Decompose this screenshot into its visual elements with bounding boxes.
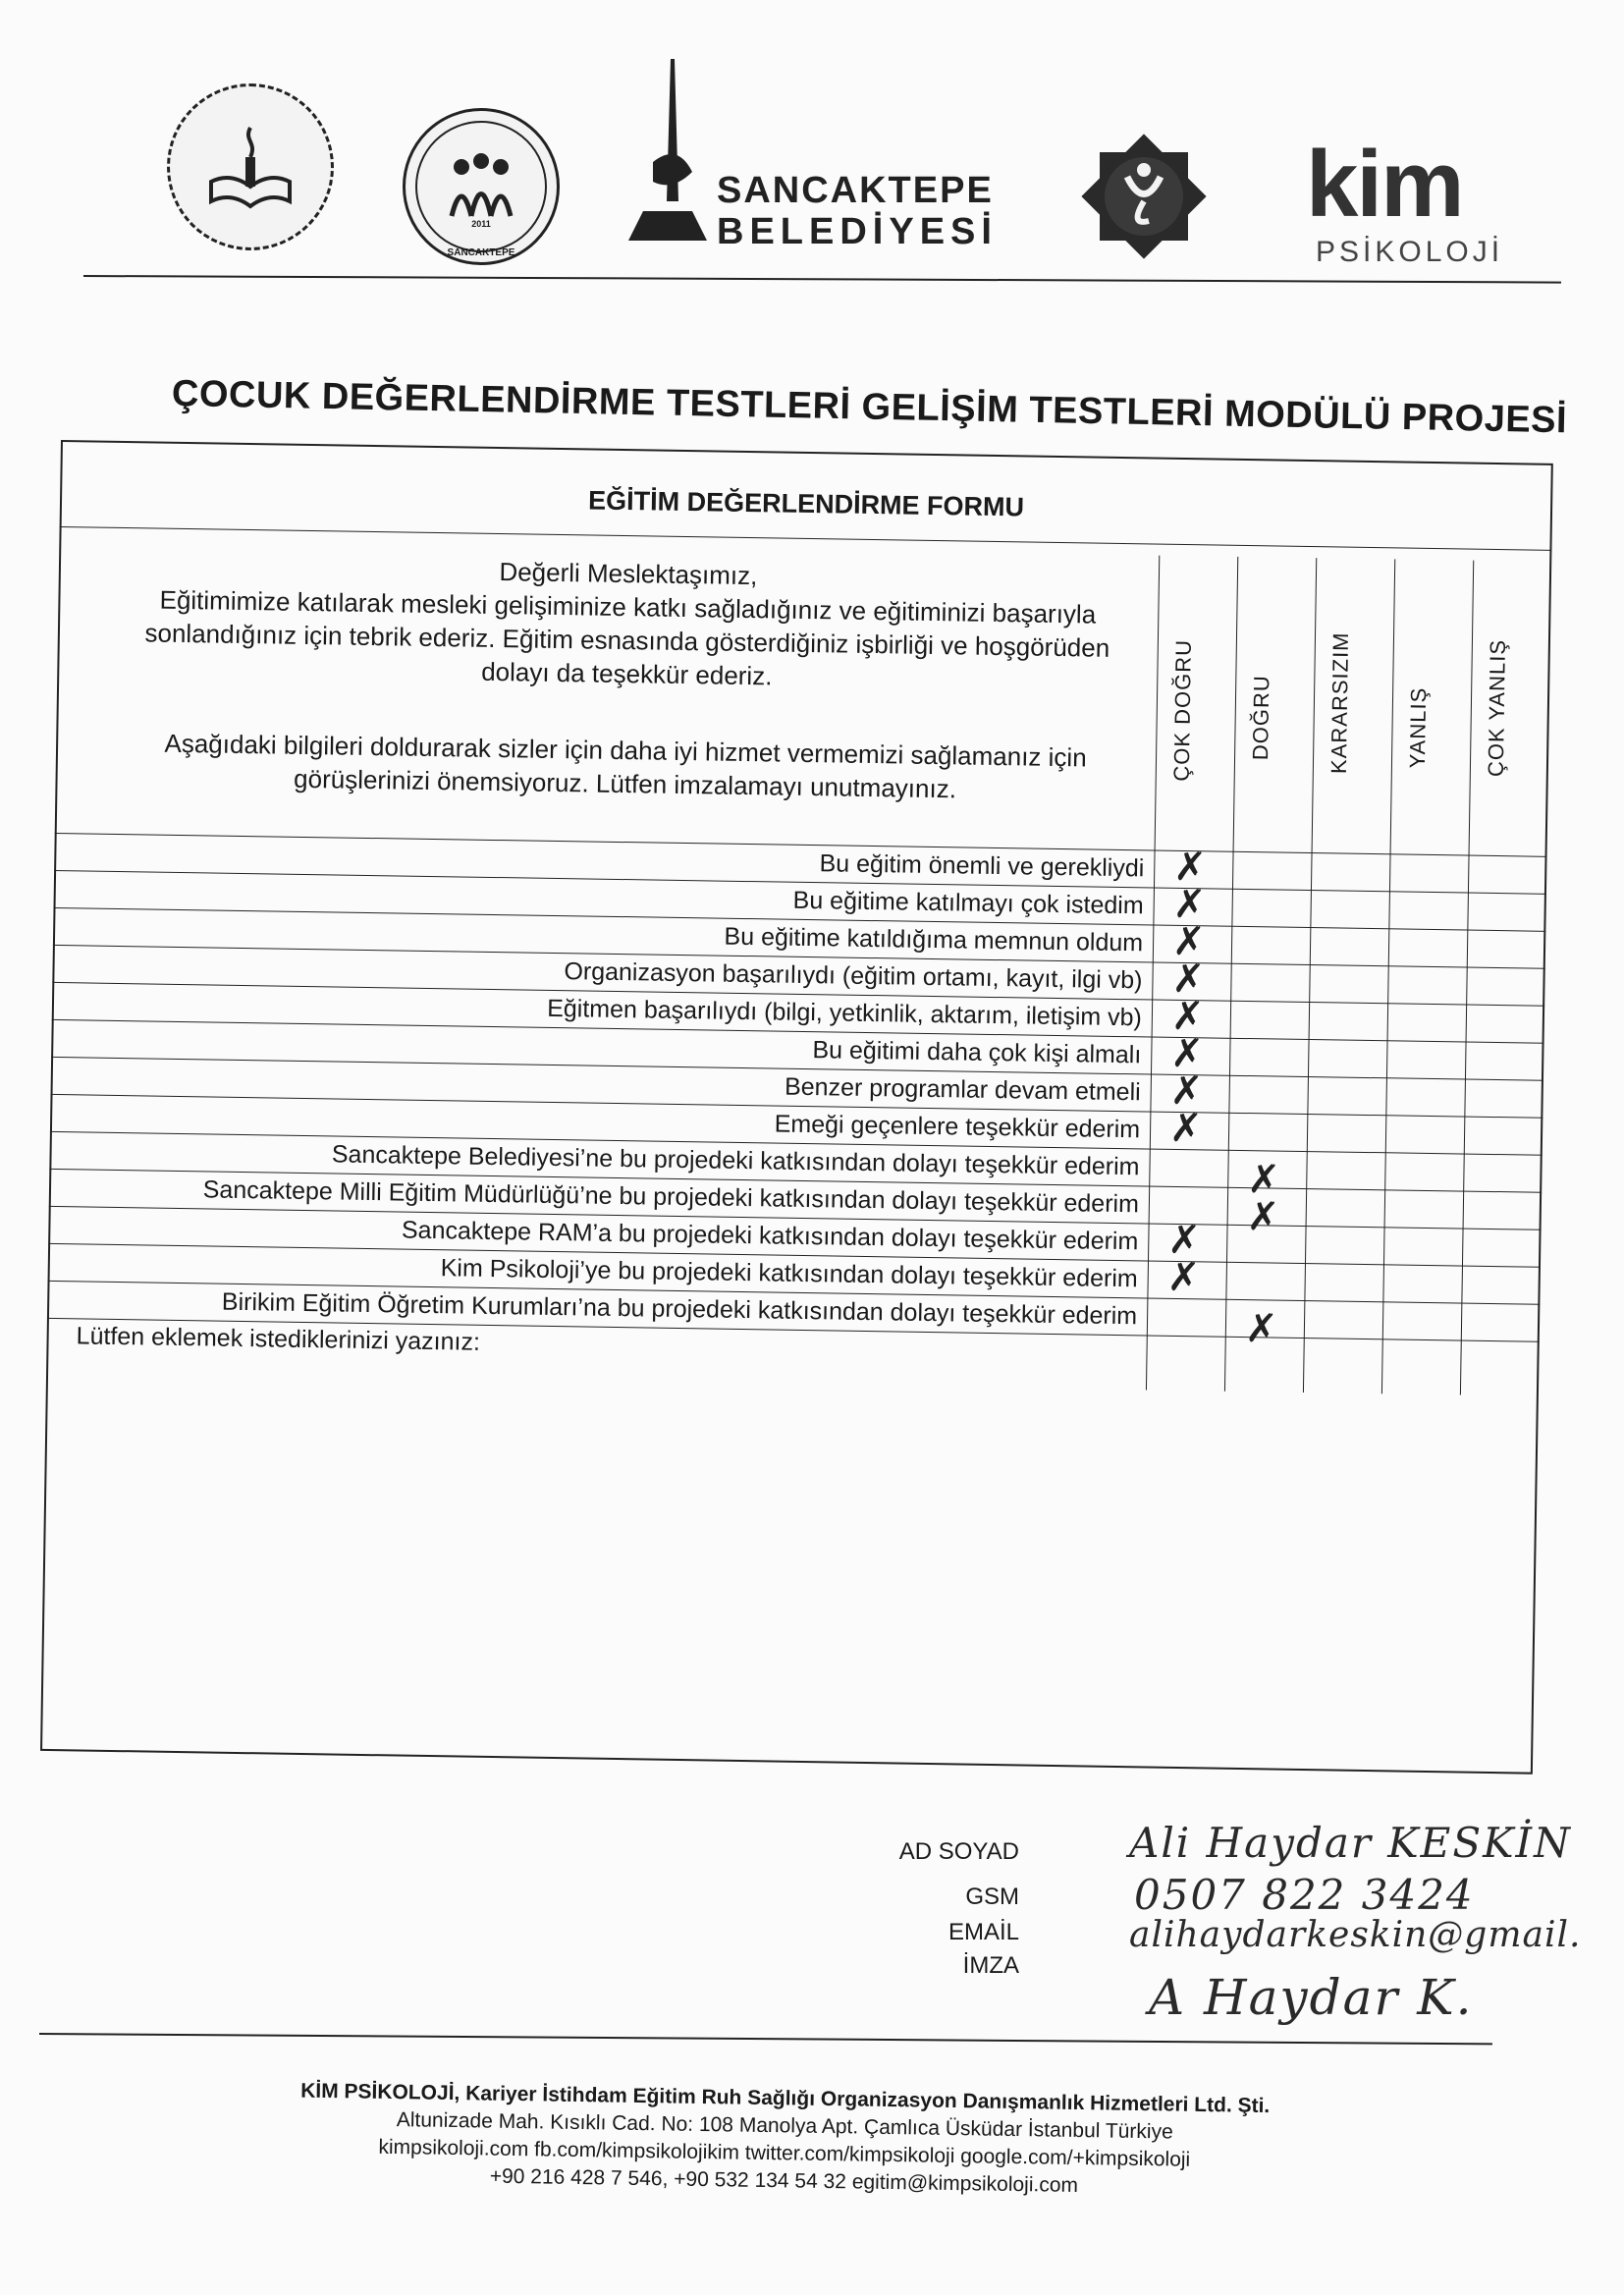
statement-text: Sancaktepe RAM’a bu projedeki katkısından dolayı teşekkür ederim <box>401 1216 1139 1256</box>
ram-logo <box>403 108 560 265</box>
footer-company: KİM PSİKOLOJİ, Kariyer İstihdam Eğitim Ruh Sağlığı Organizasyon Danışmanlık Hizmetleri Ltd. Şti. <box>299 2079 1271 2118</box>
intro-line: Değerli Meslektaşımız, <box>499 557 758 591</box>
comments-label: Lütfen eklemek istediklerinizi yazınız: <box>76 1322 481 1356</box>
statement-text: Bu eğitim önemli ve gerekliydi <box>819 849 1145 883</box>
name-value: Ali Haydar KESKİN <box>1129 1819 1572 1867</box>
name-label: AD SOYAD <box>898 1838 1019 1865</box>
footer-contact: +90 216 428 7 546, +90 532 134 54 32 egitim@kimpsikoloji.com <box>489 2164 1079 2198</box>
cross-mark-icon: ✗ <box>1172 881 1207 928</box>
cross-mark-icon: ✗ <box>1246 1157 1281 1203</box>
cross-mark-icon: ✗ <box>1169 1067 1204 1115</box>
statement-text: Benzer programlar devam etmeli <box>784 1072 1141 1107</box>
cross-mark-icon: ✗ <box>1172 844 1208 891</box>
cross-mark-icon: ✗ <box>1169 1030 1205 1077</box>
statements-table <box>46 833 1546 1396</box>
torch-book-icon <box>196 113 304 221</box>
sancaktepe-subname: BELEDİYESİ <box>717 211 998 252</box>
comments-area[interactable] <box>42 1358 1535 1770</box>
column-header-cok-dogru: ÇOK DOĞRU <box>1168 638 1196 782</box>
cross-mark-icon: ✗ <box>1244 1306 1278 1352</box>
cross-mark-icon: ✗ <box>1168 1105 1204 1152</box>
signature-value: A Haydar K. <box>1149 1969 1474 2026</box>
gsm-value: 0507 822 3424 <box>1134 1871 1475 1919</box>
cross-mark-icon: ✗ <box>1246 1194 1280 1240</box>
column-header-cok-yanlis: ÇOK YANLIŞ <box>1483 638 1510 778</box>
statement-text: Birikim Eğitim Öğretim Kurumları’na bu projedeki katkısından dolayı teşekkür ederim <box>221 1287 1138 1331</box>
footer <box>263 2077 1306 2204</box>
ram-logo-year: 2011 <box>471 219 491 229</box>
form-title: EĞİTİM DEĞERLENDİRME FORMU <box>587 485 1025 522</box>
cross-mark-icon: ✗ <box>1166 1217 1202 1264</box>
logos-header <box>0 0 1624 295</box>
intro-line: sonlandığınız için tebrik ederiz. Eğitim esnasında gösterdiğiniz işbirliği ve hoşgörüden <box>144 618 1110 663</box>
family-icon <box>437 147 525 226</box>
tower-icon <box>623 54 712 250</box>
gsm-label: GSM <box>965 1884 1019 1910</box>
kim-psikoloji-logo <box>1306 132 1504 275</box>
cross-mark-icon: ✗ <box>1171 956 1206 1003</box>
psikoloji-wordmark: PSİKOLOJİ <box>1316 236 1504 268</box>
intro-line: Aşağıdaki bilgileri doldurarak sizler için daha iyi hizmet vermemizi sağlamanız için <box>164 728 1087 773</box>
ram-logo-city: SANCAKTEPE <box>447 247 515 258</box>
email-label: EMAİL <box>947 1919 1019 1945</box>
intro-line: Eğitimimize katılarak mesleki gelişiminize katkı sağladığınız ve eğitiminizi başarıyla <box>159 584 1097 629</box>
signature-block <box>884 1807 1591 2102</box>
meb-logo <box>167 83 334 250</box>
statement-text: Bu eğitime katıldığıma memnun oldum <box>724 922 1144 957</box>
column-header-kararsizim: KARARSIZIM <box>1326 631 1354 775</box>
intro-line: dolayı da teşekkür ederiz. <box>480 656 773 691</box>
email-value: alihaydarkeskin@gmail. <box>1129 1915 1582 1955</box>
statement-text: Sancaktepe Belediyesi’ne bu projedeki katkısından dolayı teşekkür ederim <box>331 1140 1140 1181</box>
statement-text: Kim Psikoloji’ye bu projedeki katkısından dolayı teşekkür ederim <box>440 1254 1138 1293</box>
evaluation-form <box>40 440 1553 1779</box>
column-header-yanlis: YANLIŞ <box>1404 686 1432 769</box>
kim-star-logo <box>1070 123 1218 270</box>
intro-line: görüşlerinizi önemsiyoruz. Lütfen imzalamayı unutmayınız. <box>293 763 957 804</box>
cross-mark-icon: ✗ <box>1171 918 1206 965</box>
rating-column-headers <box>1155 556 1552 847</box>
statement-text: Emeği geçenlere teşekkür ederim <box>774 1110 1141 1144</box>
statement-text: Organizasyon başarılıydı (eğitim ortamı, kayıt, ilgi vb) <box>564 957 1143 995</box>
footer-address: Altunizade Mah. Kısıklı Cad. No: 108 Manolya Apt. Çamlıca Üsküdar İstanbul Türkiye <box>396 2108 1173 2144</box>
footer-web: kimpsikoloji.com fb.com/kimpsikolojikim twitter.com/kimpsikoloji google.com/+kimpsikoloji <box>378 2135 1191 2171</box>
cross-mark-icon: ✗ <box>1170 993 1205 1040</box>
intro-paragraph-1 <box>106 549 1149 699</box>
sancaktepe-name: SANCAKTEPE <box>717 170 994 211</box>
statement-text: Bu eğitime katılmayı çok istedim <box>792 886 1144 920</box>
column-header-dogru: DOĞRU <box>1248 675 1274 761</box>
statement-text: Bu eğitimi daha çok kişi almalı <box>812 1036 1142 1069</box>
star-emblem-icon <box>1070 123 1218 270</box>
sancaktepe-logo <box>623 54 997 250</box>
signature-label: İMZA <box>962 1952 1019 1979</box>
kim-wordmark: kim <box>1306 132 1463 237</box>
page-title: ÇOCUK DEĞERLENDİRME TESTLERİ GELİŞİM TESTLERİ MODÜLÜ PROJESİ <box>171 373 1568 442</box>
statement-text: Eğitmen başarılıydı (bilgi, yetkinlik, aktarım, iletişim vb) <box>546 994 1143 1032</box>
statement-text: Sancaktepe Milli Eğitim Müdürlüğü’ne bu projedeki katkısından dolayı teşekkür ederim <box>202 1175 1140 1219</box>
cross-mark-icon: ✗ <box>1166 1254 1201 1301</box>
